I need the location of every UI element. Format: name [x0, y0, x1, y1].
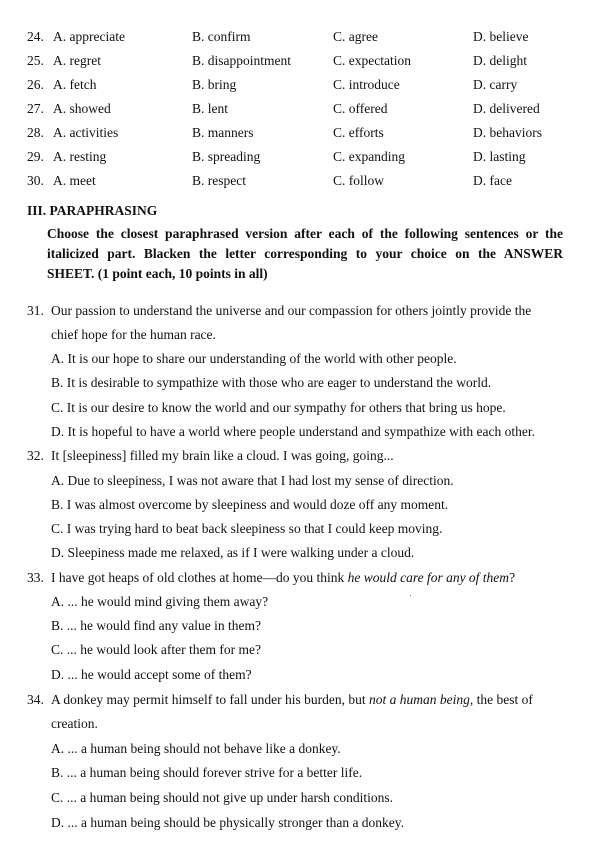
answer-option-d: D. It is hopeful to have a world where people understand and sympathize with each other.: [51, 424, 535, 439]
question-number: 24.: [27, 29, 44, 44]
option-c: C. offered: [333, 101, 388, 116]
stem-text-end: ?: [509, 570, 516, 585]
option-c: C. follow: [333, 173, 385, 188]
answer-option-c: C. ... a human being should not give up under harsh conditions.: [51, 790, 393, 805]
stem-text: A donkey may permit himself to fall under his burden, but: [51, 692, 369, 707]
option-d: D. delight: [473, 53, 527, 68]
answer-option-a: A. ... he would mind giving them away?: [51, 594, 269, 609]
question-number: 34.: [27, 692, 44, 707]
question-stem: It [sleepiness] filled my brain like a cloud. I was going, going...: [51, 448, 394, 463]
question-stem: [51, 692, 533, 708]
option-a: A. fetch: [53, 77, 97, 92]
question-stem: [51, 570, 515, 586]
answer-option-c: C. I was trying hard to beat back sleepiness so that I could keep moving.: [51, 521, 443, 536]
option-a: A. resting: [53, 149, 107, 164]
answer-option-b: B. It is desirable to sympathize with those who are eager to understand the world.: [51, 375, 492, 390]
stem-text: I have got heaps of old clothes at home—do you think: [51, 570, 348, 585]
option-d: D. behaviors: [473, 125, 542, 140]
question-stem-cont: chief hope for the human race.: [51, 327, 216, 342]
answer-option-c: C. It is our desire to know the world and our sympathy for others that bring us hope.: [51, 400, 506, 415]
option-d: D. delivered: [473, 101, 540, 116]
instruction-line: italicized part. Blacken the letter corresponding to your choice on the ANSWER: [47, 246, 563, 261]
italicized-part: not a human being: [368, 692, 470, 707]
question-stem: Our passion to understand the universe and our compassion for others jointly provide the: [51, 303, 532, 318]
option-b: B. disappointment: [192, 53, 291, 68]
instruction-line: Choose the closest paraphrased version after each of the following sentences or the: [47, 226, 563, 241]
option-b: B. manners: [192, 125, 254, 140]
answer-option-b: B. I was almost overcome by sleepiness and would doze off any moment.: [51, 497, 449, 512]
option-b: B. lent: [192, 101, 228, 116]
question-number: 28.: [27, 125, 44, 140]
question-stem-cont: creation.: [51, 716, 98, 731]
option-b: B. respect: [192, 173, 246, 188]
option-d: D. lasting: [473, 149, 526, 164]
answer-option-a: A. ... a human being should not behave like a donkey.: [51, 741, 341, 756]
instruction-line-last: SHEET. (1 point each, 10 points in all): [47, 266, 268, 281]
answer-option-d: D. ... he would accept some of them?: [51, 667, 252, 682]
option-a: A. regret: [53, 53, 101, 68]
option-b: B. confirm: [192, 29, 251, 44]
question-number: 33.: [27, 570, 44, 585]
answer-option-d: D. Sleepiness made me relaxed, as if I were walking under a cloud.: [51, 545, 415, 560]
option-d: D. believe: [473, 29, 529, 44]
question-number: 30.: [27, 173, 44, 188]
question-number: 25.: [27, 53, 44, 68]
answer-option-a: A. It is our hope to share our understanding of the world with other people.: [51, 351, 457, 366]
answer-option-d: D. ... a human being should be physically stronger than a donkey.: [51, 815, 405, 830]
answer-option-a: A. Due to sleepiness, I was not aware that I had lost my sense of direction.: [51, 473, 454, 488]
option-c: C. agree: [333, 29, 378, 44]
option-b: B. bring: [192, 77, 237, 92]
stem-text-end: , the best of: [469, 692, 533, 707]
question-number: 29.: [27, 149, 44, 164]
section-heading: III. PARAPHRASING: [27, 203, 158, 218]
option-b: B. spreading: [192, 149, 261, 164]
option-a: A. showed: [53, 101, 111, 116]
option-a: A. meet: [53, 173, 96, 188]
option-d: D. face: [473, 173, 512, 188]
answer-option-c: C. ... he would look after them for me?: [51, 642, 261, 657]
italicized-part: he would care for any of them: [347, 570, 510, 585]
question-number: 31.: [27, 303, 44, 318]
option-c: C. expanding: [333, 149, 405, 164]
option-a: A. activities: [53, 125, 119, 140]
answer-option-b: B. ... a human being should forever strive for a better life.: [51, 765, 363, 780]
question-number: 32.: [27, 448, 44, 463]
option-c: C. expectation: [333, 53, 411, 68]
option-d: D. carry: [473, 77, 518, 92]
option-a: A. appreciate: [53, 29, 125, 44]
question-number: 27.: [27, 101, 44, 116]
option-c: C. introduce: [333, 77, 400, 92]
question-number: 26.: [27, 77, 44, 92]
answer-option-b: B. ... he would find any value in them?: [51, 618, 261, 633]
stray-mark: [410, 595, 411, 596]
option-c: C. efforts: [333, 125, 384, 140]
